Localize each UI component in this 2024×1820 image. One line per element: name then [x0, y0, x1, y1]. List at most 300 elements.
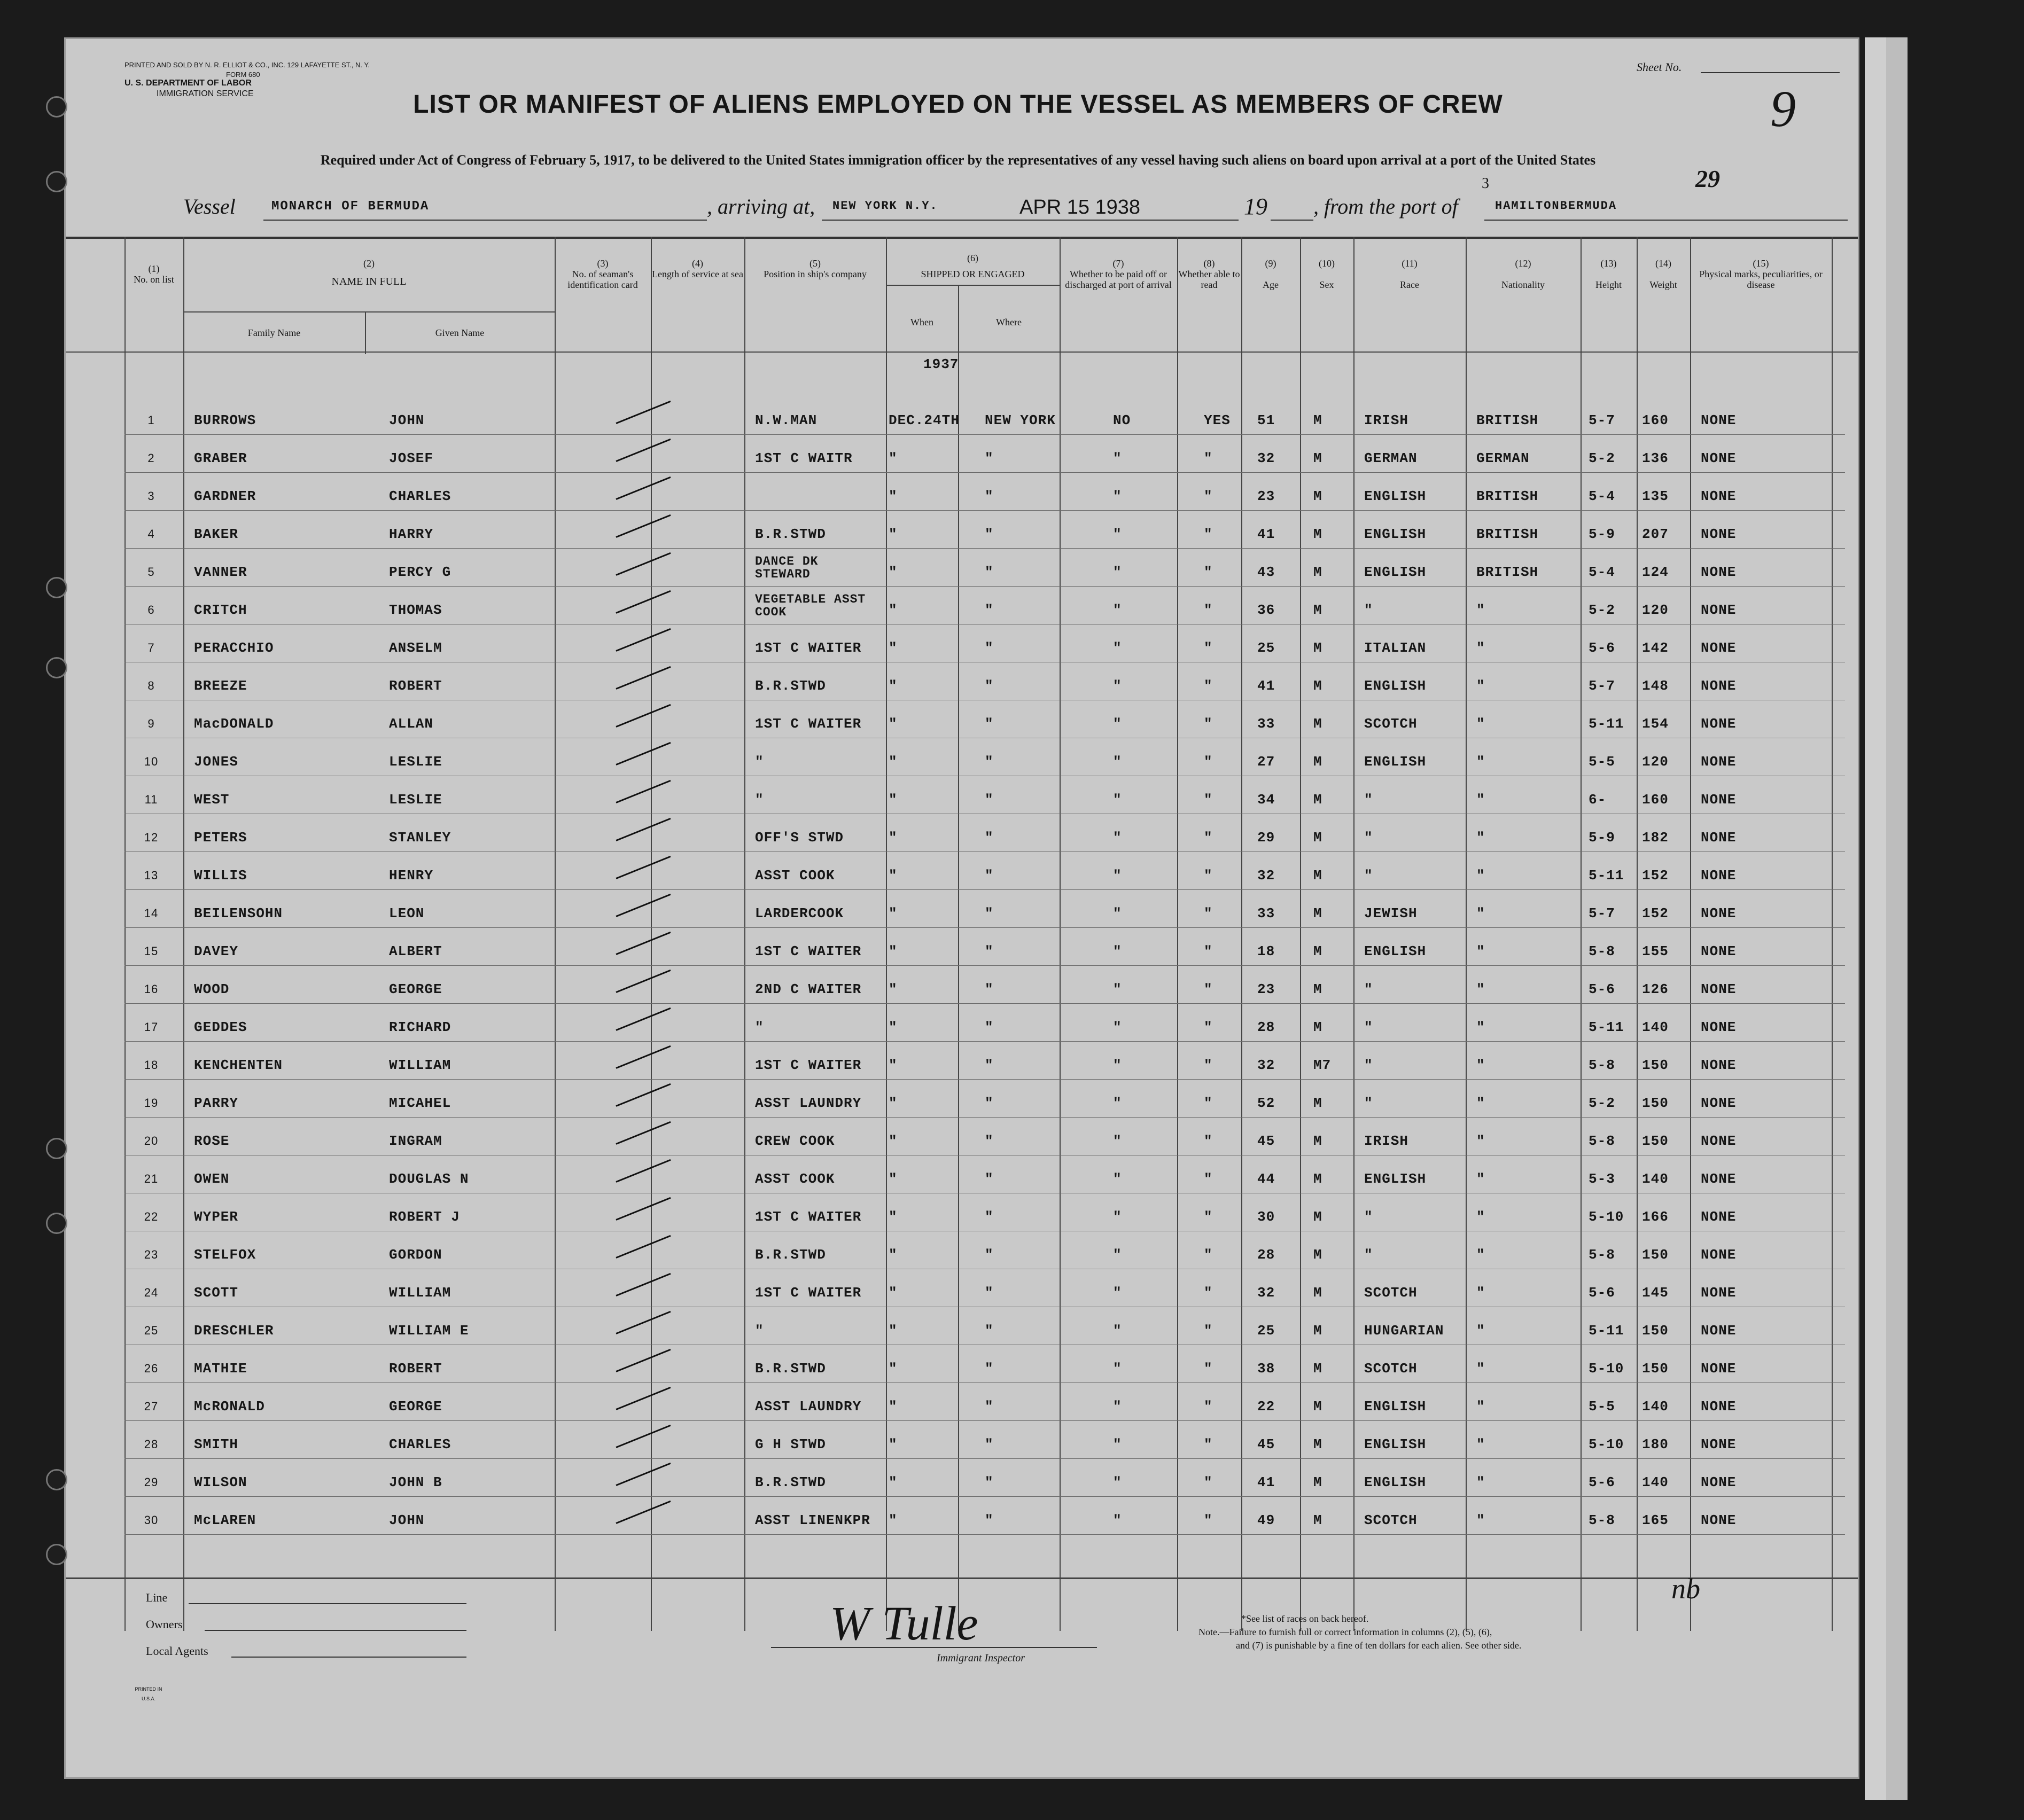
family-name: CRITCH: [194, 602, 247, 618]
age: 32: [1257, 1285, 1275, 1301]
able-to-read: ": [1204, 488, 1213, 504]
nationality: BRITISH: [1476, 412, 1539, 428]
shipped-when: ": [889, 1095, 898, 1111]
physical-marks: NONE: [1701, 640, 1737, 656]
shipped-when: ": [889, 450, 898, 466]
race: ": [1364, 1209, 1373, 1225]
age: 51: [1257, 412, 1275, 428]
paid-off: ": [1113, 450, 1122, 466]
age: 23: [1257, 488, 1275, 504]
able-to-read: YES: [1204, 412, 1231, 428]
able-to-read: ": [1204, 564, 1213, 580]
sex: M: [1313, 526, 1322, 542]
given-name: ROBERT: [389, 678, 442, 694]
given-name: MICAHEL: [389, 1095, 451, 1111]
paid-off: ": [1113, 905, 1122, 921]
position: N.W.MAN: [755, 412, 818, 428]
row-number: 17: [144, 1020, 159, 1034]
shipped-when: ": [889, 1399, 898, 1415]
physical-marks: NONE: [1701, 1133, 1737, 1149]
shipped-where: ": [985, 1323, 994, 1339]
sex: M: [1313, 1512, 1322, 1528]
weight: 124: [1642, 564, 1669, 580]
nationality: ": [1476, 1171, 1485, 1187]
physical-marks: NONE: [1701, 830, 1737, 846]
given-name: INGRAM: [389, 1133, 442, 1149]
nationality: ": [1476, 1436, 1485, 1452]
weight: 140: [1642, 1019, 1669, 1035]
height: 5-2: [1589, 602, 1615, 618]
given-name: PERCY G: [389, 564, 451, 580]
check-mark: [616, 970, 671, 993]
given-name: STANLEY: [389, 830, 451, 846]
age: 52: [1257, 1095, 1275, 1111]
printer-line: PRINTED AND SOLD BY N. R. ELLIOT & CO., INC. 129 LAFAYETTE ST., N. Y.: [124, 61, 370, 69]
nationality: ": [1476, 981, 1485, 997]
col-3-num: (3): [597, 258, 609, 269]
row-number: 14: [144, 907, 159, 920]
position: ": [755, 792, 764, 808]
paid-off: ": [1113, 792, 1122, 808]
fine-note-2: and (7) is punishable by a fine of ten dollars for each alien. See other side.: [1236, 1640, 1522, 1651]
nationality: ": [1476, 1057, 1485, 1073]
row-number: 22: [144, 1210, 159, 1223]
family-name: WYPER: [194, 1209, 239, 1225]
position: ASST COOK: [755, 868, 835, 884]
physical-marks: NONE: [1701, 754, 1737, 770]
sex: M: [1313, 1474, 1322, 1490]
nationality: ": [1476, 1247, 1485, 1263]
family-name: SCOTT: [194, 1285, 239, 1301]
row-number: 8: [147, 679, 155, 692]
race: ": [1364, 981, 1373, 997]
check-mark: [616, 894, 671, 917]
given-name: JOHN B: [389, 1474, 442, 1490]
shipped-when: ": [889, 943, 898, 959]
shipped-when: ": [889, 1019, 898, 1035]
weight: 120: [1642, 602, 1669, 618]
col-5-num: (5): [809, 258, 821, 269]
race: ENGLISH: [1364, 678, 1427, 694]
row-divider: [124, 965, 1845, 966]
paid-off: ": [1113, 1171, 1122, 1187]
physical-marks: NONE: [1701, 1436, 1737, 1452]
race: SCOTCH: [1364, 1361, 1418, 1377]
shipped-when: ": [889, 1247, 898, 1263]
able-to-read: ": [1204, 830, 1213, 846]
race: IRISH: [1364, 1133, 1409, 1149]
sex: M: [1313, 1133, 1322, 1149]
weight: 165: [1642, 1512, 1669, 1528]
paid-off: ": [1113, 1285, 1122, 1301]
position: 1ST C WAITER: [755, 943, 862, 959]
inspector-label: Immigrant Inspector: [937, 1652, 1025, 1664]
able-to-read: ": [1204, 1361, 1213, 1377]
printed-in: PRINTED IN U.S.A.: [135, 1686, 162, 1701]
age: 18: [1257, 943, 1275, 959]
binder-hole: [46, 577, 67, 598]
family-name: WOOD: [194, 981, 230, 997]
given-name: ALLAN: [389, 716, 434, 732]
sex: M: [1313, 602, 1322, 618]
col-9-label: Age: [1263, 279, 1279, 290]
position: B.R.STWD: [755, 1247, 826, 1263]
height: 5-10: [1589, 1209, 1624, 1225]
nationality: BRITISH: [1476, 564, 1539, 580]
nationality: ": [1476, 1019, 1485, 1035]
shipped-where: ": [985, 678, 994, 694]
col-11-num: (11): [1402, 258, 1418, 269]
sex: M: [1313, 868, 1322, 884]
race: ": [1364, 792, 1373, 808]
race: ": [1364, 602, 1373, 618]
weight: 150: [1642, 1095, 1669, 1111]
shipped-where: ": [985, 1095, 994, 1111]
physical-marks: NONE: [1701, 905, 1737, 921]
position: B.R.STWD: [755, 678, 826, 694]
age: 41: [1257, 526, 1275, 542]
able-to-read: ": [1204, 450, 1213, 466]
shipped-when: ": [889, 830, 898, 846]
race: SCOTCH: [1364, 1285, 1418, 1301]
family-name: KENCHENTEN: [194, 1057, 283, 1073]
given-name: GORDON: [389, 1247, 442, 1263]
race: ENGLISH: [1364, 943, 1427, 959]
shipped-when: ": [889, 905, 898, 921]
height: 5-5: [1589, 754, 1615, 770]
position: 1ST C WAITR: [755, 450, 853, 466]
height: 5-11: [1589, 1019, 1624, 1035]
check-mark: [616, 1349, 671, 1372]
col-7-num: (7): [1112, 258, 1124, 269]
row-divider: [124, 1117, 1845, 1118]
row-number: 7: [147, 641, 155, 654]
able-to-read: ": [1204, 1095, 1213, 1111]
paid-off: ": [1113, 602, 1122, 618]
sex: M: [1313, 1095, 1322, 1111]
able-to-read: ": [1204, 678, 1213, 694]
sheet-underline: [1701, 72, 1840, 73]
height: 5-8: [1589, 1512, 1615, 1528]
physical-marks: NONE: [1701, 1247, 1737, 1263]
given-name: WILLIAM: [389, 1057, 451, 1073]
paid-off: ": [1113, 1436, 1122, 1452]
sex: M: [1313, 792, 1322, 808]
row-number: 11: [144, 793, 158, 806]
page-subtitle: Required under Act of Congress of February 5, 1917, to be delivered to the United States immigration officer by the representatives of any vessel having such aliens on board upon arrival at a port of the United States: [320, 152, 1596, 168]
weight: 126: [1642, 981, 1669, 997]
row-divider: [124, 1003, 1845, 1004]
sex: M: [1313, 640, 1322, 656]
position: OFF'S STWD: [755, 830, 844, 846]
check-mark: [616, 628, 671, 652]
height: 5-9: [1589, 526, 1615, 542]
shipped-where: ": [985, 1512, 994, 1528]
arriving-label: , arriving at,: [707, 194, 815, 218]
nationality: ": [1476, 678, 1485, 694]
col-4-num: (4): [692, 258, 703, 269]
col-2b-label: Given Name: [435, 327, 485, 338]
physical-marks: NONE: [1701, 1474, 1737, 1490]
sheet-label: Sheet No.: [1637, 60, 1682, 74]
physical-marks: NONE: [1701, 1019, 1737, 1035]
family-name: WILLIS: [194, 868, 247, 884]
race: SCOTCH: [1364, 716, 1418, 732]
col-7-label: Whether to be paid off or discharged at port of arrival: [1065, 269, 1172, 290]
family-name: SMITH: [194, 1436, 239, 1452]
able-to-read: ": [1204, 1399, 1213, 1415]
nationality: ": [1476, 1474, 1485, 1490]
weight: 150: [1642, 1057, 1669, 1073]
binder-hole: [46, 1469, 67, 1490]
given-name: ROBERT J: [389, 1209, 460, 1225]
shipped-when: DEC.24TH: [889, 412, 960, 428]
shipped-when: ": [889, 1474, 898, 1490]
check-mark: [616, 780, 671, 803]
col-13-label: Height: [1595, 279, 1622, 290]
position: ": [755, 1323, 764, 1339]
races-note: *See list of races on back hereof.: [1241, 1613, 1369, 1624]
family-name: BREEZE: [194, 678, 247, 694]
family-name: McLAREN: [194, 1512, 256, 1528]
shipped-where: ": [985, 868, 994, 884]
sex: M: [1313, 1019, 1322, 1035]
position: ASST COOK: [755, 1171, 835, 1187]
shipped-when: ": [889, 526, 898, 542]
paid-off: ": [1113, 1133, 1122, 1149]
family-name: WILSON: [194, 1474, 247, 1490]
col-14-num: (14): [1655, 258, 1671, 269]
check-mark: [616, 1425, 671, 1448]
able-to-read: ": [1204, 754, 1213, 770]
paid-off: ": [1113, 564, 1122, 580]
col-6-label: SHIPPED OR ENGAGED: [921, 269, 1025, 279]
row-divider: [124, 1079, 1845, 1080]
paid-off: ": [1113, 1019, 1122, 1035]
race: ": [1364, 830, 1373, 846]
physical-marks: NONE: [1701, 412, 1737, 428]
age: 41: [1257, 678, 1275, 694]
able-to-read: ": [1204, 943, 1213, 959]
given-name: HENRY: [389, 868, 434, 884]
paid-off: ": [1113, 1209, 1122, 1225]
sex: M: [1313, 1247, 1322, 1263]
height: 5-5: [1589, 1399, 1615, 1415]
shipped-where: ": [985, 602, 994, 618]
height: 5-10: [1589, 1361, 1624, 1377]
shipped-when: ": [889, 1133, 898, 1149]
weight: 135: [1642, 488, 1669, 504]
race: ENGLISH: [1364, 1474, 1427, 1490]
col-6-num: (6): [967, 253, 978, 263]
check-mark: [616, 1311, 671, 1334]
race: ENGLISH: [1364, 1436, 1427, 1452]
paid-off: ": [1113, 1512, 1122, 1528]
given-name: GEORGE: [389, 1399, 442, 1415]
height: 5-2: [1589, 1095, 1615, 1111]
nationality: ": [1476, 868, 1485, 884]
row-number: 15: [144, 944, 159, 958]
given-name: CHARLES: [389, 488, 451, 504]
age: 25: [1257, 1323, 1275, 1339]
paid-off: ": [1113, 1095, 1122, 1111]
col-10-num: (10): [1319, 258, 1335, 269]
family-name: DAVEY: [194, 943, 239, 959]
given-name: RICHARD: [389, 1019, 451, 1035]
shipped-where: ": [985, 943, 994, 959]
check-mark: [616, 1121, 671, 1145]
age: 32: [1257, 1057, 1275, 1073]
given-name: HARRY: [389, 526, 434, 542]
paid-off: NO: [1113, 412, 1131, 428]
able-to-read: ": [1204, 1171, 1213, 1187]
paid-off: ": [1113, 868, 1122, 884]
age: 36: [1257, 602, 1275, 618]
given-name: WILLIAM E: [389, 1323, 469, 1339]
age: 44: [1257, 1171, 1275, 1187]
physical-marks: NONE: [1701, 868, 1737, 884]
nationality: BRITISH: [1476, 526, 1539, 542]
row-divider: [124, 586, 1845, 587]
row-number: 25: [144, 1324, 159, 1337]
race: ENGLISH: [1364, 488, 1427, 504]
shipped-where: ": [985, 488, 994, 504]
binder-hole: [46, 96, 67, 118]
sex: M: [1313, 450, 1322, 466]
row-number: 12: [144, 831, 159, 844]
col-13-num: (13): [1600, 258, 1617, 269]
shipped-when: ": [889, 564, 898, 580]
weight: 150: [1642, 1323, 1669, 1339]
race: ENGLISH: [1364, 564, 1427, 580]
sex: M7: [1313, 1057, 1332, 1073]
sex: M: [1313, 1399, 1322, 1415]
physical-marks: NONE: [1701, 943, 1737, 959]
able-to-read: ": [1204, 716, 1213, 732]
able-to-read: ": [1204, 1133, 1213, 1149]
race: GERMAN: [1364, 450, 1418, 466]
given-name: LEON: [389, 905, 425, 921]
family-name: DRESCHLER: [194, 1323, 274, 1339]
check-mark: [616, 932, 671, 955]
col-11-label: Race: [1400, 279, 1419, 290]
physical-marks: NONE: [1701, 1285, 1737, 1301]
check-mark: [616, 1387, 671, 1410]
page-edge-right-2: [1886, 37, 1908, 1800]
family-name: MacDONALD: [194, 716, 274, 732]
height: 5-8: [1589, 1133, 1615, 1149]
sex: M: [1313, 1171, 1322, 1187]
col-5-label: Position in ship's company: [764, 269, 867, 279]
position: CREW COOK: [755, 1133, 835, 1149]
paid-off: ": [1113, 981, 1122, 997]
sex: M: [1313, 830, 1322, 846]
paid-off: ": [1113, 754, 1122, 770]
given-name: ALBERT: [389, 943, 442, 959]
nationality: BRITISH: [1476, 488, 1539, 504]
nationality: ": [1476, 716, 1485, 732]
able-to-read: ": [1204, 1057, 1213, 1073]
age: 49: [1257, 1512, 1275, 1528]
shipped-where: ": [985, 1057, 994, 1073]
physical-marks: NONE: [1701, 602, 1737, 618]
shipped-where: ": [985, 1361, 994, 1377]
family-name: GEDDES: [194, 1019, 247, 1035]
col-1-label: No. on list: [134, 274, 174, 285]
shipped-where: ": [985, 640, 994, 656]
age: 32: [1257, 450, 1275, 466]
position: ASST LINENKPR: [755, 1512, 870, 1528]
race: ": [1364, 1247, 1373, 1263]
check-mark: [616, 1197, 671, 1221]
shipped-when: ": [889, 868, 898, 884]
check-mark: [616, 477, 671, 500]
nationality: ": [1476, 1399, 1485, 1415]
race: ": [1364, 868, 1373, 884]
position: 2ND C WAITER: [755, 981, 862, 997]
nationality: ": [1476, 830, 1485, 846]
nationality: ": [1476, 905, 1485, 921]
paid-off: ": [1113, 640, 1122, 656]
paid-off: ": [1113, 830, 1122, 846]
row-number: 21: [144, 1172, 159, 1185]
inspector-initials: nb: [1671, 1573, 1700, 1605]
weight: 140: [1642, 1399, 1669, 1415]
height: 6-: [1589, 792, 1607, 808]
col-8-label: Whether able to read: [1178, 269, 1240, 290]
shipped-when: ": [889, 1057, 898, 1073]
check-mark: [616, 439, 671, 462]
col-12-label: Nationality: [1501, 279, 1545, 290]
position: G H STWD: [755, 1436, 826, 1452]
age: 45: [1257, 1436, 1275, 1452]
sex: M: [1313, 564, 1322, 580]
shipped-where: ": [985, 1399, 994, 1415]
able-to-read: ": [1204, 602, 1213, 618]
physical-marks: NONE: [1701, 1057, 1737, 1073]
shipped-where: ": [985, 1247, 994, 1263]
physical-marks: NONE: [1701, 1323, 1737, 1339]
weight: 120: [1642, 754, 1669, 770]
height: 5-7: [1589, 412, 1615, 428]
shipped-when: ": [889, 1361, 898, 1377]
paid-off: ": [1113, 1057, 1122, 1073]
sheet-number: 9: [1770, 80, 1796, 137]
family-name: MATHIE: [194, 1361, 247, 1377]
position: VEGETABLE ASST COOK: [755, 592, 866, 619]
col-2a-label: Family Name: [247, 327, 301, 338]
sex: M: [1313, 981, 1322, 997]
check-mark: [616, 666, 671, 690]
able-to-read: ": [1204, 1019, 1213, 1035]
row-number: 3: [147, 489, 155, 503]
height: 5-4: [1589, 564, 1615, 580]
paid-off: ": [1113, 1323, 1122, 1339]
position: 1ST C WAITER: [755, 716, 862, 732]
col-1-num: (1): [148, 263, 160, 274]
race: ": [1364, 1019, 1373, 1035]
race: ENGLISH: [1364, 754, 1427, 770]
fine-note-1: Note.—Failure to furnish full or correct information in columns (2), (5), (6),: [1198, 1627, 1492, 1637]
height: 5-11: [1589, 1323, 1624, 1339]
check-mark: [616, 856, 671, 879]
page-title: LIST OR MANIFEST OF ALIENS EMPLOYED ON THE VESSEL AS MEMBERS OF CREW: [413, 90, 1503, 119]
binder-hole: [46, 171, 67, 192]
position: LARDERCOOK: [755, 905, 844, 921]
family-name: GRABER: [194, 450, 247, 466]
height: 5-8: [1589, 1247, 1615, 1263]
footer-owners-label: Owners: [146, 1618, 183, 1631]
